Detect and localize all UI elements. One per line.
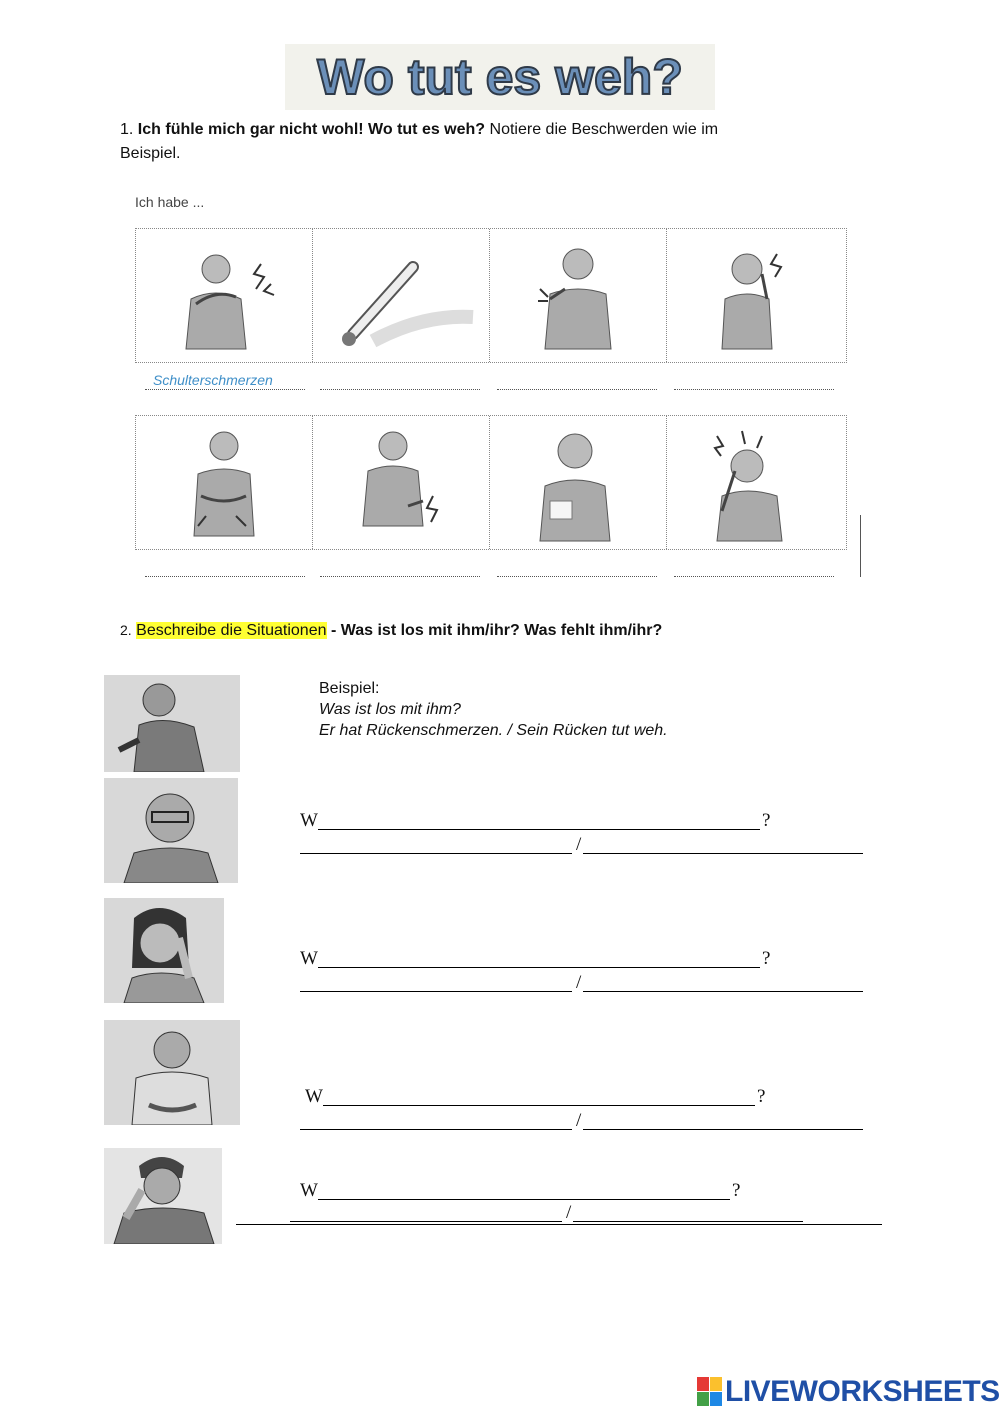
picture-cell — [136, 416, 313, 549]
exercise1-instruction-rest2: Beispiel. — [120, 145, 181, 162]
logo-text: LIVEWORKSHEETS — [725, 1375, 1000, 1408]
example-label: Beispiel: — [319, 680, 380, 697]
example-block — [319, 678, 668, 741]
answer-line-right[interactable] — [583, 853, 863, 854]
exercise1-number: 1. — [120, 121, 134, 138]
answer-line-right[interactable] — [573, 1221, 803, 1222]
answer-slash: / — [576, 972, 582, 993]
picture-cell — [313, 416, 490, 549]
back-pain-person-icon — [104, 675, 240, 772]
exercise2-number: 2. — [120, 622, 132, 638]
title-banner — [285, 44, 715, 110]
answer-line-left[interactable] — [300, 1129, 572, 1130]
picture-cell — [667, 416, 844, 549]
sore-throat-icon — [490, 229, 667, 362]
question-mark: ? — [762, 810, 771, 831]
exercise2-instruction — [120, 618, 880, 643]
toothache-person-icon — [104, 1148, 222, 1244]
photo-stomachache — [104, 1020, 240, 1125]
picture-grid-row2 — [135, 415, 847, 550]
picture-grid-row1 — [135, 228, 847, 363]
answer-start-letter: W — [305, 1086, 323, 1107]
answer-line-right[interactable] — [583, 991, 863, 992]
cold-tissue-icon — [490, 416, 667, 549]
question-mark: ? — [762, 948, 771, 969]
logo-blocks-icon — [697, 1377, 723, 1407]
exercise1-prefix: Ich habe ... — [135, 194, 205, 210]
answer-slash: / — [576, 834, 582, 855]
example-answer-text: Er hat Rückenschmerzen. / Sein Rücken tut weh. — [319, 722, 668, 739]
answer-line[interactable] — [497, 576, 657, 577]
headache-icon — [667, 416, 844, 549]
liveworksheets-logo — [697, 1375, 1000, 1409]
exercise1-instruction-rest: Notiere die Beschwerden wie im — [489, 121, 719, 138]
page-edge-mark — [860, 515, 861, 577]
answer-line-left[interactable] — [300, 853, 572, 854]
answer-start-letter: W — [300, 948, 318, 969]
picture-cell — [313, 229, 490, 362]
question-mark: ? — [732, 1180, 741, 1201]
exercise1-instruction-bold: Ich fühle mich gar nicht wohl! Wo tut es weh? — [137, 121, 486, 138]
sore-throat-person-icon — [104, 778, 238, 883]
answer-line[interactable] — [145, 576, 305, 577]
answer-line-left[interactable] — [300, 991, 572, 992]
question-mark: ? — [757, 1086, 766, 1107]
exercise2-question: Was ist los mit ihm/ihr? Was fehlt ihm/ihr? — [340, 622, 663, 639]
answer-line[interactable] — [674, 389, 834, 390]
earache-icon — [667, 229, 844, 362]
shoulder-pain-icon — [136, 229, 313, 362]
headache-person-icon — [104, 898, 224, 1003]
back-pain-icon — [313, 416, 490, 549]
answer-line-left[interactable] — [290, 1221, 562, 1222]
stomachache-icon — [136, 416, 313, 549]
answer-line[interactable] — [320, 576, 480, 577]
answer-line — [145, 389, 305, 390]
photo-toothache — [104, 1148, 222, 1244]
answer-start-letter: W — [300, 810, 318, 831]
thermometer-icon — [313, 229, 490, 362]
picture-cell — [490, 229, 667, 362]
question-line[interactable] — [318, 967, 760, 968]
answer-slash: / — [576, 1110, 582, 1131]
title-graphic — [285, 44, 715, 110]
exercise1-instruction — [120, 118, 840, 166]
answer-start-letter: W — [300, 1180, 318, 1201]
exercise2-dash: - — [330, 622, 337, 639]
picture-cell — [490, 416, 667, 549]
question-line[interactable] — [323, 1105, 755, 1106]
page-title: Wo tut es weh? — [317, 49, 683, 105]
question-line[interactable] — [318, 1199, 730, 1200]
answer-line[interactable] — [674, 576, 834, 577]
answer-line[interactable] — [320, 389, 480, 390]
answer-slash: / — [566, 1202, 572, 1223]
stomachache-person-icon — [104, 1020, 240, 1125]
exercise2-highlight: Beschreibe die Situationen — [136, 622, 327, 639]
photo-headache — [104, 898, 224, 1003]
picture-cell — [667, 229, 844, 362]
picture-cell — [136, 229, 313, 362]
photo-back-pain — [104, 675, 240, 772]
photo-sore-throat — [104, 778, 238, 883]
answer-baseline — [236, 1224, 882, 1225]
example-answer: Schulterschmerzen — [153, 372, 273, 388]
example-question: Was ist los mit ihm? — [319, 701, 461, 718]
answer-line[interactable] — [497, 389, 657, 390]
answer-line-right[interactable] — [583, 1129, 863, 1130]
question-line[interactable] — [318, 829, 760, 830]
